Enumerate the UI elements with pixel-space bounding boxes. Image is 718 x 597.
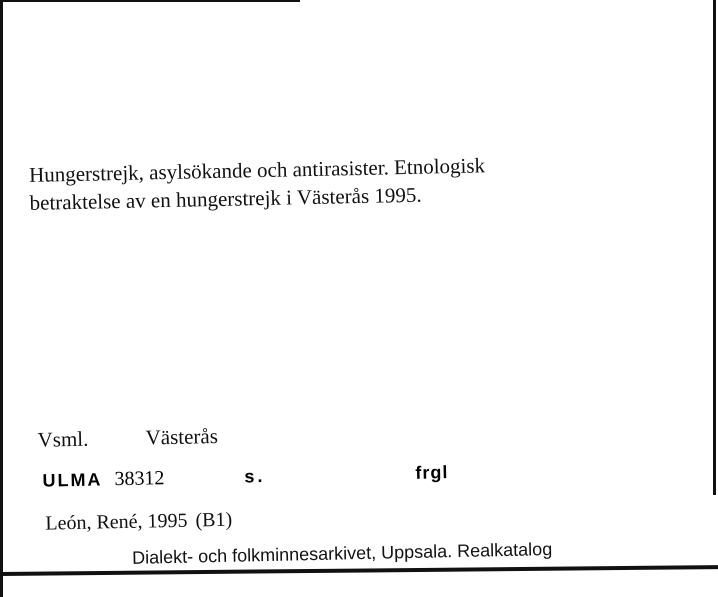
- s-mark: s.: [244, 466, 266, 487]
- archive-code: ULMA: [42, 469, 103, 491]
- category: (B1): [195, 508, 233, 532]
- card-title: [29, 147, 670, 216]
- title-line-1: Hungerstrejk, asylsökande och antirasister. Etnologisk: [28, 153, 486, 187]
- id-row: [42, 461, 448, 492]
- place-value: Västerås: [145, 423, 219, 450]
- accession-number: 38312: [114, 467, 165, 491]
- subject-code: frgl: [415, 462, 449, 483]
- author: León, René, 1995: [45, 509, 188, 535]
- card-footer: Dialekt- och folkminnesarkivet, Uppsala. Realkatalog: [131, 539, 553, 568]
- place-label: Vsml.: [37, 426, 89, 452]
- author-row: [45, 509, 232, 536]
- title-line-2: betraktelse av en hungerstrejk i Västerås 1995.: [29, 182, 422, 215]
- place-row: [37, 424, 218, 453]
